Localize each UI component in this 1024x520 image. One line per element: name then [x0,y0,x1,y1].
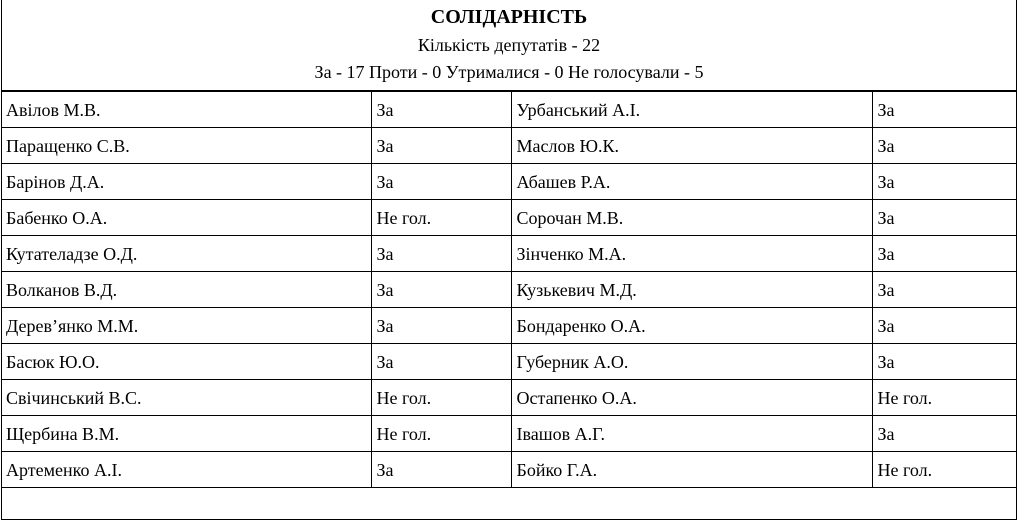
deputy-vote: За [371,92,511,128]
deputy-name: Волканов В.Д. [1,272,371,308]
deputy-vote: За [872,164,1017,200]
deputy-vote: За [872,92,1017,128]
deputy-vote: За [371,164,511,200]
deputy-name: Басюк Ю.О. [1,344,371,380]
deputy-vote: За [872,200,1017,236]
vote-summary: За - 17 Проти - 0 Утрималися - 0 Не голосували - 5 [314,62,704,82]
deputy-vote: Не гол. [371,200,511,236]
table-row [1,92,1017,128]
table-row [1,272,1017,308]
deputy-vote: За [872,308,1017,344]
deputy-name: Сорочан М.В. [511,200,872,236]
deputy-vote: За [371,272,511,308]
table-row [1,308,1017,344]
deputy-name: Артеменко А.І. [1,452,371,488]
deputy-name: Кузькевич М.Д. [511,272,872,308]
deputy-name: Дерев’янко М.М. [1,308,371,344]
table-row [1,452,1017,488]
deputy-name: Авілов М.В. [1,92,371,128]
deputy-name: Свічинський В.С. [1,380,371,416]
deputy-name: Паращенко С.В. [1,128,371,164]
table-row [1,344,1017,380]
deputy-name: Остапенко О.А. [511,380,872,416]
table-row [1,128,1017,164]
deputy-vote: За [371,236,511,272]
deputy-vote: За [371,452,511,488]
deputy-vote: За [872,344,1017,380]
deputy-name: Кутателадзе О.Д. [1,236,371,272]
faction-header [1,0,1017,91]
deputy-vote: Не гол. [371,380,511,416]
deputy-name: Зінченко М.А. [511,236,872,272]
deputy-vote: Не гол. [371,416,511,452]
table-row [1,164,1017,200]
deputy-name: Щербина В.М. [1,416,371,452]
deputy-vote: За [872,236,1017,272]
vote-table [1,91,1017,488]
deputy-vote: За [872,416,1017,452]
deputy-name: Абашев Р.А. [511,164,872,200]
deputy-name: Бойко Г.А. [511,452,872,488]
table-row [1,380,1017,416]
faction-title: СОЛІДАРНІСТЬ [430,6,588,28]
deputy-name: Маслов Ю.К. [511,128,872,164]
deputy-name: Губерник А.О. [511,344,872,380]
deputy-vote: За [371,344,511,380]
deputy-vote: Не гол. [872,452,1017,488]
deputy-vote: За [872,128,1017,164]
deputy-name: Бабенко О.А. [1,200,371,236]
table-row [1,236,1017,272]
deputy-vote: За [872,272,1017,308]
deputy-name: Івашов А.Г. [511,416,872,452]
deputy-vote: Не гол. [872,380,1017,416]
table-row [1,416,1017,452]
deputy-name: Барінов Д.А. [1,164,371,200]
deputy-count: Кількість депутатів - 22 [417,35,601,55]
deputy-vote: За [371,308,511,344]
table-row [1,200,1017,236]
deputy-name: Урбанський А.І. [511,92,872,128]
deputy-name: Бондаренко О.А. [511,308,872,344]
deputy-vote: За [371,128,511,164]
